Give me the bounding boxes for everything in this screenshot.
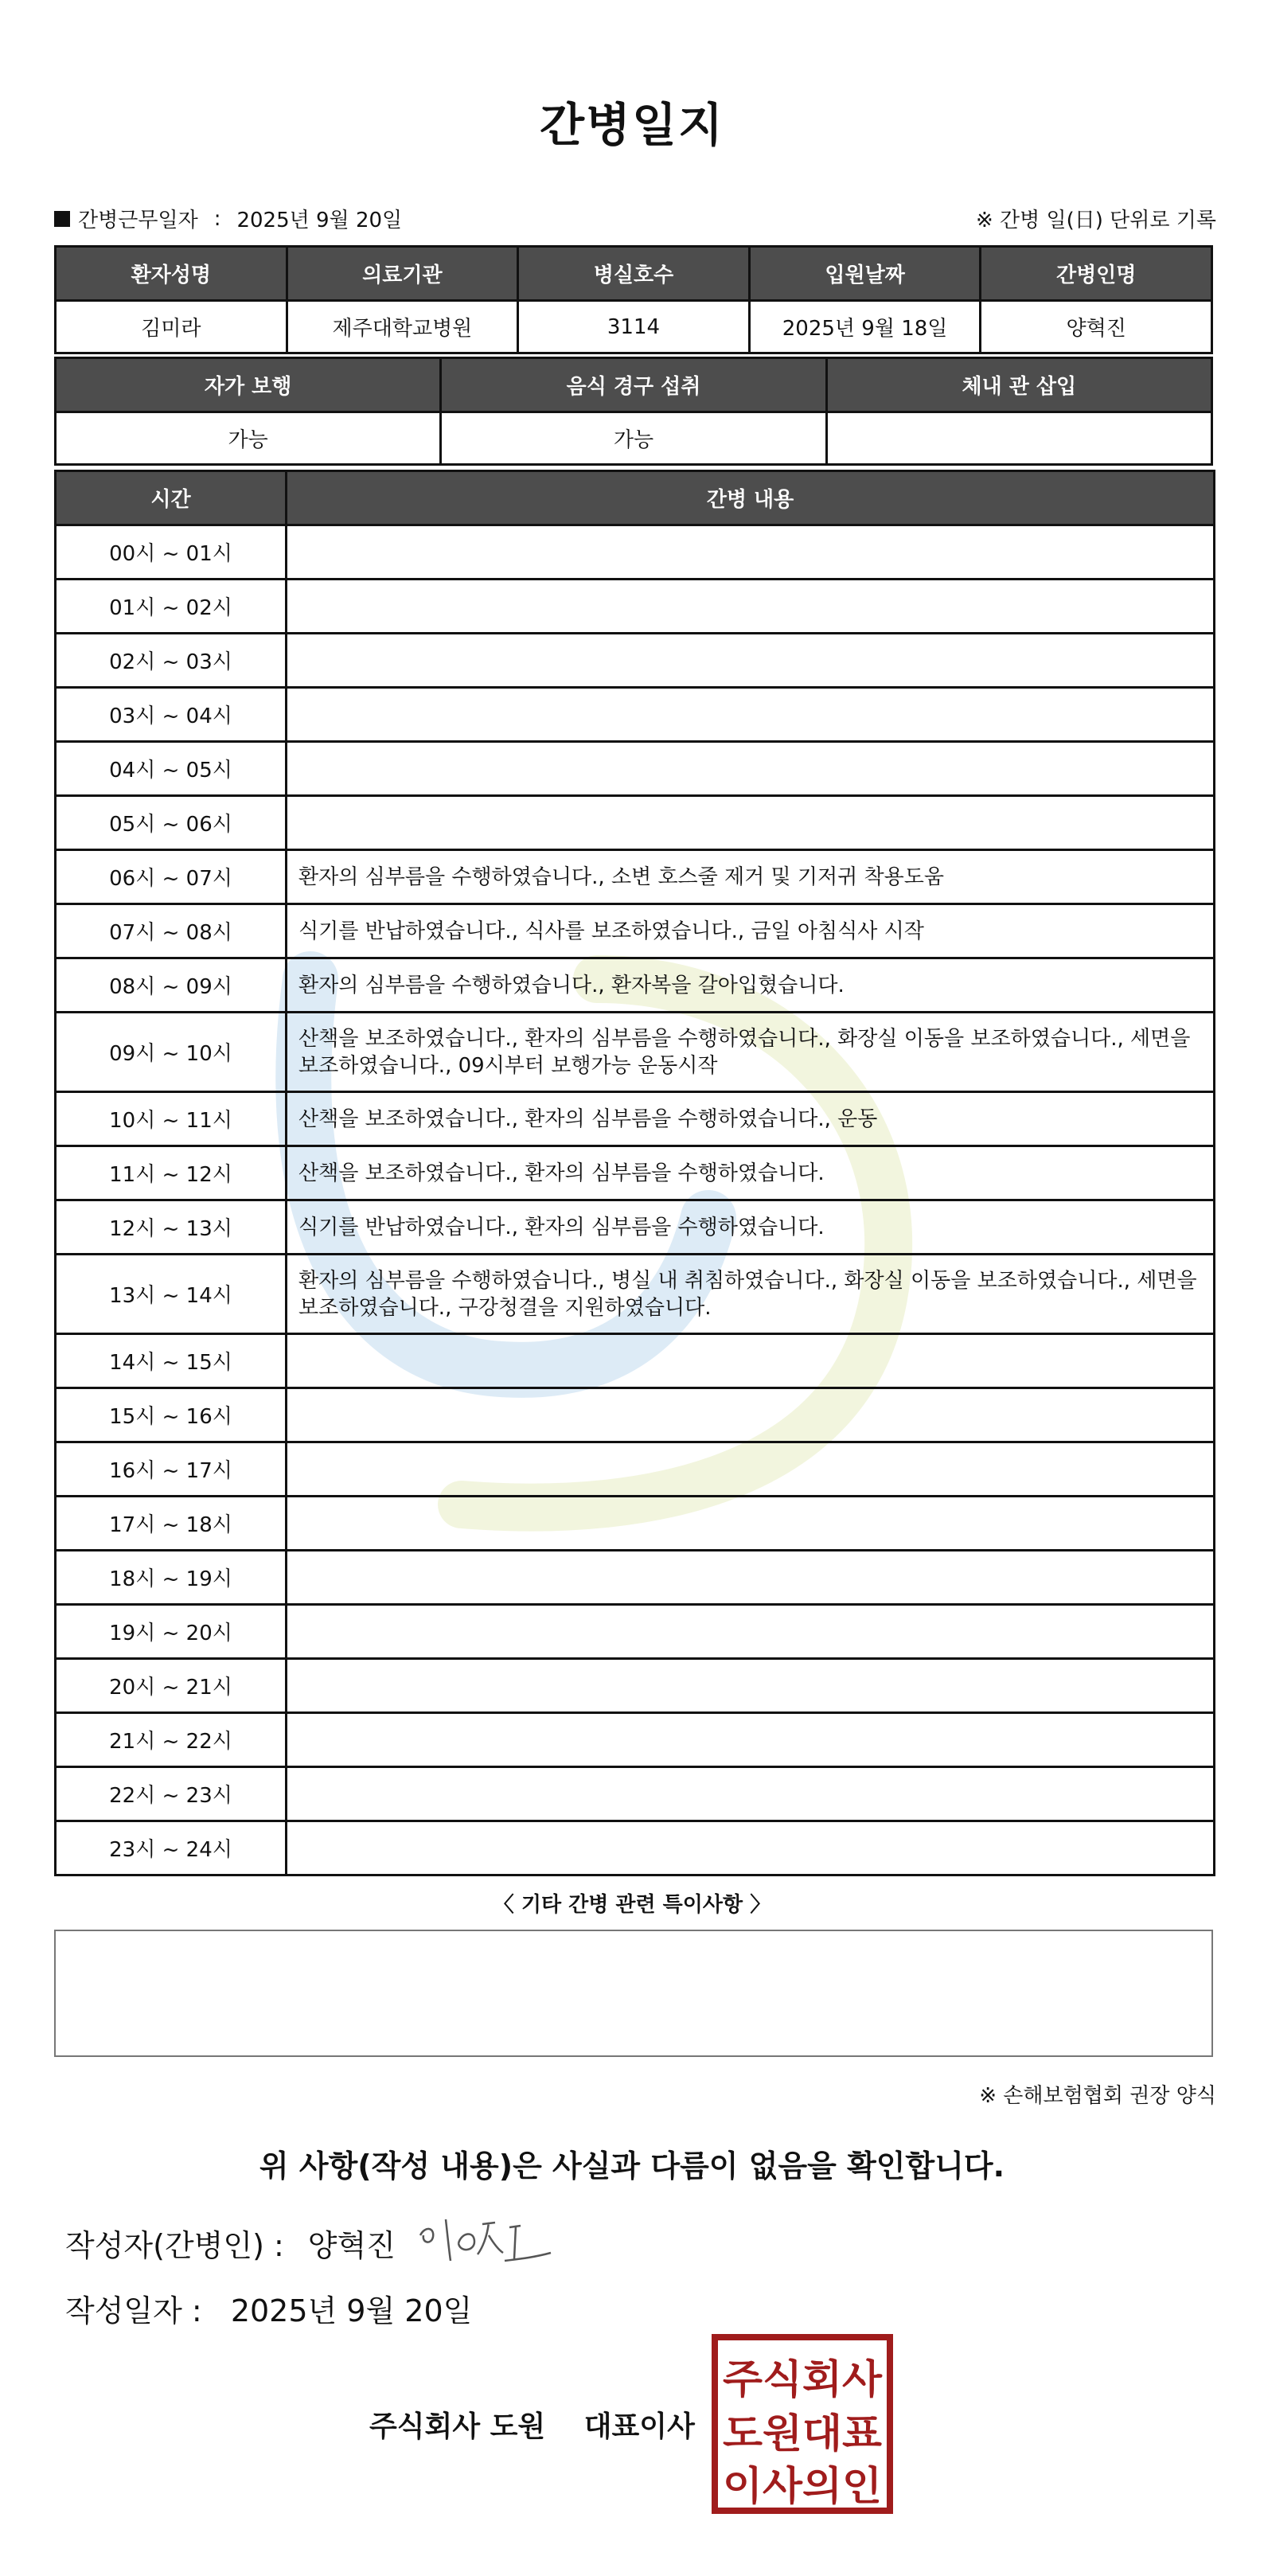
handwritten-signature — [414, 2203, 565, 2275]
care-log-table — [54, 470, 1215, 1876]
confirmation-statement: 위 사항(작성 내용)은 사실과 다름이 없음을 확인합니다. — [259, 2149, 1005, 2184]
time-slot: 00시 ~ 01시 — [56, 525, 287, 580]
patient-status-header-row — [56, 358, 1212, 412]
author-label: 작성자(간병인) : — [65, 2228, 284, 2263]
time-slot: 12시 ~ 13시 — [56, 1200, 287, 1255]
time-slot: 01시 ~ 02시 — [56, 580, 287, 634]
table-row — [56, 1767, 1215, 1821]
time-slot: 13시 ~ 14시 — [56, 1255, 287, 1334]
table-row — [56, 904, 1215, 958]
time-slot: 14시 ~ 15시 — [56, 1334, 287, 1388]
table-row — [56, 1388, 1215, 1442]
table-row — [56, 1551, 1215, 1605]
time-slot: 06시 ~ 07시 — [56, 850, 287, 904]
table-row — [56, 1605, 1215, 1659]
care-content: 환자의 심부름을 수행하였습니다., 소변 호스줄 제거 및 기저귀 착용도움 — [287, 850, 1215, 904]
care-content — [287, 1442, 1215, 1497]
header-hospital: 의료기관 — [287, 247, 518, 301]
patient-info-value-row — [56, 301, 1212, 353]
care-log-header-row — [56, 471, 1215, 525]
header-oral-intake: 음식 경구 섭취 — [441, 358, 826, 412]
care-content — [287, 688, 1215, 742]
header-self-walking: 자가 보행 — [56, 358, 441, 412]
table-row — [56, 1821, 1215, 1875]
admission-date: 2025년 9월 18일 — [749, 301, 981, 353]
care-content: 산책을 보조하였습니다., 환자의 심부름을 수행하였습니다. — [287, 1146, 1215, 1200]
care-content — [287, 796, 1215, 850]
patient-name: 김미라 — [56, 301, 287, 353]
care-content — [287, 1713, 1215, 1767]
company-signature-line — [369, 2404, 695, 2445]
work-date-label: 간병근무일자 — [78, 209, 198, 232]
svg-text:주식회사: 주식회사 — [723, 2356, 883, 2402]
company-name: 주식회사 도원 — [369, 2410, 546, 2443]
care-content — [287, 525, 1215, 580]
table-row — [56, 580, 1215, 634]
time-slot: 22시 ~ 23시 — [56, 1767, 287, 1821]
header-room-number: 병실호수 — [518, 247, 750, 301]
table-row — [56, 1334, 1215, 1388]
hospital-name: 제주대학교병원 — [287, 301, 518, 353]
special-notes-title: 〈 기타 간병 관련 특이사항 〉 — [493, 1893, 771, 1917]
care-content: 식기를 반납하였습니다., 식사를 보조하였습니다., 금일 아침식사 시작 — [287, 904, 1215, 958]
time-slot: 03시 ~ 04시 — [56, 688, 287, 742]
time-slot: 09시 ~ 10시 — [56, 1013, 287, 1092]
table-row — [56, 634, 1215, 688]
care-content: 산책을 보조하였습니다., 환자의 심부름을 수행하였습니다., 화장실 이동을 보조하였습니다., 세면을 보조하였습니다., 09시부터 보행가능 운동시작 — [287, 1013, 1215, 1092]
self-walking-value: 가능 — [56, 412, 441, 465]
document-title: 간병일지 — [539, 98, 725, 152]
time-slot: 20시 ~ 21시 — [56, 1659, 287, 1713]
work-date-separator: : — [213, 206, 221, 231]
written-date-line — [65, 2286, 472, 2330]
care-content: 환자의 심부름을 수행하였습니다., 환자복을 갈아입혔습니다. — [287, 958, 1215, 1013]
svg-text:도원대표: 도원대표 — [723, 2410, 883, 2457]
daily-record-note: ※ 간병 일(日) 단위로 기록 — [975, 209, 1216, 232]
patient-info-table — [54, 245, 1213, 354]
care-content — [287, 1388, 1215, 1442]
special-notes-box — [54, 1930, 1213, 2057]
written-date-label: 작성일자 : — [65, 2293, 202, 2328]
table-row — [56, 1146, 1215, 1200]
care-content — [287, 1605, 1215, 1659]
header-admission-date: 입원날짜 — [749, 247, 981, 301]
care-content: 식기를 반납하였습니다., 환자의 심부름을 수행하였습니다. — [287, 1200, 1215, 1255]
time-slot: 16시 ~ 17시 — [56, 1442, 287, 1497]
oral-intake-value: 가능 — [441, 412, 826, 465]
header-patient-name: 환자성명 — [56, 247, 287, 301]
care-content — [287, 1821, 1215, 1875]
table-row — [56, 1200, 1215, 1255]
tube-insertion-value — [826, 412, 1211, 465]
room-number: 3114 — [518, 301, 750, 353]
recommended-form-note: ※ 손해보험협회 권장 양식 — [979, 2084, 1216, 2108]
table-row — [56, 1092, 1215, 1146]
ceo-title: 대표이사 — [583, 2410, 695, 2443]
time-slot: 21시 ~ 22시 — [56, 1713, 287, 1767]
time-slot: 10시 ~ 11시 — [56, 1092, 287, 1146]
table-row — [56, 958, 1215, 1013]
table-row — [56, 688, 1215, 742]
table-row — [56, 1442, 1215, 1497]
care-content — [287, 1334, 1215, 1388]
patient-info-header-row — [56, 247, 1212, 301]
time-slot: 07시 ~ 08시 — [56, 904, 287, 958]
time-slot: 08시 ~ 09시 — [56, 958, 287, 1013]
patient-status-table — [54, 357, 1213, 466]
care-content — [287, 634, 1215, 688]
bullet-square-icon — [54, 211, 70, 227]
time-slot: 05시 ~ 06시 — [56, 796, 287, 850]
care-content: 산책을 보조하였습니다., 환자의 심부름을 수행하였습니다., 운동 — [287, 1092, 1215, 1146]
care-content: 환자의 심부름을 수행하였습니다., 병실 내 취침하였습니다., 화장실 이동을 보조하였습니다., 세면을 보조하였습니다., 구강청결을 지원하였습니다. — [287, 1255, 1215, 1334]
work-date-value: 2025년 9월 20일 — [236, 209, 403, 232]
table-row — [56, 1255, 1215, 1334]
patient-status-value-row — [56, 412, 1212, 465]
caregiver-name: 양혁진 — [981, 301, 1212, 353]
care-content — [287, 1551, 1215, 1605]
time-slot: 23시 ~ 24시 — [56, 1821, 287, 1875]
author-line — [65, 2221, 396, 2265]
table-row — [56, 1659, 1215, 1713]
header-tube-insertion: 체내 관 삽입 — [826, 358, 1211, 412]
time-slot: 19시 ~ 20시 — [56, 1605, 287, 1659]
time-slot: 17시 ~ 18시 — [56, 1497, 287, 1551]
header-time: 시간 — [56, 471, 287, 525]
table-row — [56, 1713, 1215, 1767]
header-care-content: 간병 내용 — [287, 471, 1215, 525]
work-date — [54, 204, 402, 233]
table-row — [56, 1497, 1215, 1551]
care-content — [287, 1497, 1215, 1551]
care-content — [287, 580, 1215, 634]
time-slot: 18시 ~ 19시 — [56, 1551, 287, 1605]
table-row — [56, 742, 1215, 796]
care-content — [287, 1767, 1215, 1821]
time-slot: 11시 ~ 12시 — [56, 1146, 287, 1200]
care-content — [287, 742, 1215, 796]
header-caregiver-name: 간병인명 — [981, 247, 1212, 301]
written-date-value: 2025년 9월 20일 — [230, 2293, 473, 2328]
time-slot: 02시 ~ 03시 — [56, 634, 287, 688]
time-slot: 15시 ~ 16시 — [56, 1388, 287, 1442]
author-name: 양혁진 — [307, 2228, 396, 2263]
time-slot: 04시 ~ 05시 — [56, 742, 287, 796]
company-seal-stamp — [710, 2332, 895, 2516]
care-content — [287, 1659, 1215, 1713]
table-row — [56, 525, 1215, 580]
table-row — [56, 1013, 1215, 1092]
table-row — [56, 850, 1215, 904]
svg-text:이사의인: 이사의인 — [723, 2463, 882, 2509]
table-row — [56, 796, 1215, 850]
